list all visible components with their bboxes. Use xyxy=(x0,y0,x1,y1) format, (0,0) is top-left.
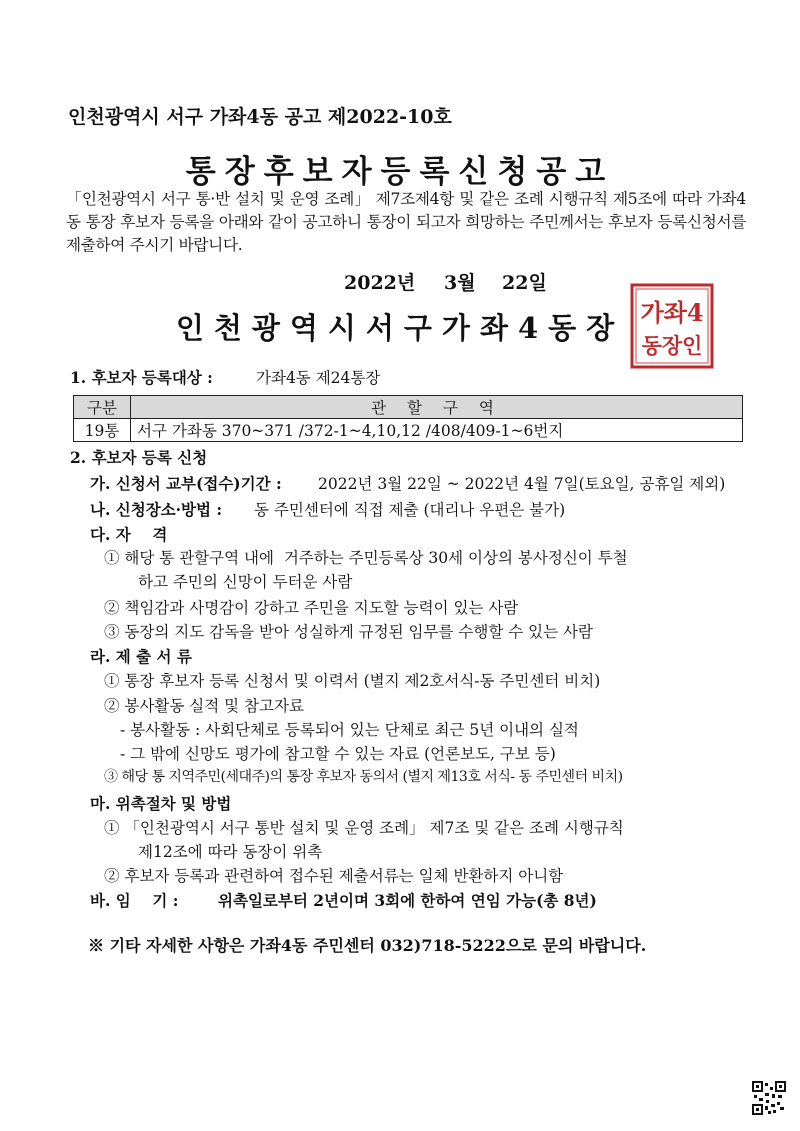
da-item-1-cont: 하고 주민의 신망이 두터운 사람 xyxy=(138,573,353,591)
ra-item-1: ① 통장 후보자 등록 신청서 및 이력서 (별지 제2호서식-동 주민센터 비치) xyxy=(104,672,601,690)
ma-item-1: ① 「인천광역시 서구 통반 설치 및 운영 조례」 제7조 및 같은 조례 시행규칙 xyxy=(104,819,624,837)
ba-label: 바. 임 기 : xyxy=(90,891,179,910)
page-title: 통장후보자등록신청공고 xyxy=(185,154,615,190)
cell-area: 서구 가좌동 370~371 /372-1~4,10,12 /408/409-1~6번지 xyxy=(131,419,743,442)
notice-number: 인천광역시 서구 가좌4동 공고 제2022-10호 xyxy=(68,106,452,128)
da-label: 다. 자 격 xyxy=(90,525,168,544)
table-header-row xyxy=(74,396,743,419)
da-item-1: ① 해당 통 관할구역 내에 거주하는 주민등록상 30세 이상의 봉사정신이 투철 xyxy=(104,549,628,567)
na-label: 나. 신청장소·방법 : xyxy=(90,500,223,519)
contact-footer: ※ 기타 자세한 사항은 가좌4동 주민센터 032)718-5222으로 문의 바랍니다. xyxy=(88,936,647,955)
seal-bottom-text: 동장인 xyxy=(641,333,703,358)
table-row xyxy=(74,419,743,442)
seal-top-text: 가좌4 xyxy=(640,298,704,327)
ra-item-3: ③ 해당 통 지역주민(세대주)의 통장 후보자 동의서 (별지 제13호 서식- 동 주민센터 비치) xyxy=(104,769,623,785)
qr-code-icon xyxy=(752,1081,786,1115)
ga-label: 가. 신청서 교부(접수)기간 : xyxy=(90,474,282,493)
issuer-name: 인천광역시서구가좌4동장 xyxy=(175,311,625,345)
ra-item-2: ② 봉사활동 실적 및 참고자료 xyxy=(104,697,304,715)
section2-heading: 2. 후보자 등록 신청 xyxy=(70,448,208,467)
ba-value: 위촉일로부터 2년이며 3회에 한하여 연임 가능(총 8년) xyxy=(218,891,597,910)
jurisdiction-table xyxy=(73,395,743,442)
section1-target: 가좌4동 제24통장 xyxy=(256,369,381,387)
da-item-3: ③ 동장의 지도 감독을 받아 성실하게 규정된 임무를 수행할 수 있는 사람 xyxy=(104,623,593,641)
ma-item-1-cont: 제12조에 따라 동장이 위촉 xyxy=(138,843,323,861)
intro-paragraph: 「인천광역시 서구 통·반 설치 및 운영 조례」 제7조제4항 및 같은 조례 시행규칙 제5조에 따라 가좌4동 통장 후보자 등록을 아래와 같이 공고하니 통장이 되고자 희망하는 주민께서는 후보자 등록신청서를 제출하여 주시기 바랍니다. xyxy=(66,190,746,254)
date-month: 3월 xyxy=(444,272,476,294)
ma-label: 마. 위촉절차 및 방법 xyxy=(90,794,232,813)
date-day: 22일 xyxy=(502,272,547,294)
column-header-division: 구분 xyxy=(74,396,131,419)
official-seal-stamp xyxy=(630,283,714,369)
column-header-area: 관 할 구 역 xyxy=(131,396,743,419)
ga-value: 2022년 3월 22일 ~ 2022년 4월 7일(토요일, 공휴일 제외) xyxy=(318,475,726,493)
ma-item-2: ② 후보자 등록과 관련하여 접수된 제출서류는 일체 반환하지 아니함 xyxy=(104,867,564,885)
section1-heading: 1. 후보자 등록대상 : xyxy=(70,368,213,387)
ra-item-2-b: - 그 밖에 신망도 평가에 참고할 수 있는 자료 (언론보도, 구보 등) xyxy=(120,745,556,763)
ra-item-2-a: - 봉사활동 : 사회단체로 등록되어 있는 단체로 최근 5년 이내의 실적 xyxy=(120,721,579,739)
ra-label: 라. 제 출 서 류 xyxy=(90,647,192,666)
da-item-2: ② 책임감과 사명감이 강하고 주민을 지도할 능력이 있는 사람 xyxy=(104,599,519,617)
date-year: 2022년 xyxy=(344,272,416,294)
cell-tong: 19통 xyxy=(74,419,131,442)
na-value: 동 주민센터에 직접 제출 (대리나 우편은 불가) xyxy=(254,501,566,519)
